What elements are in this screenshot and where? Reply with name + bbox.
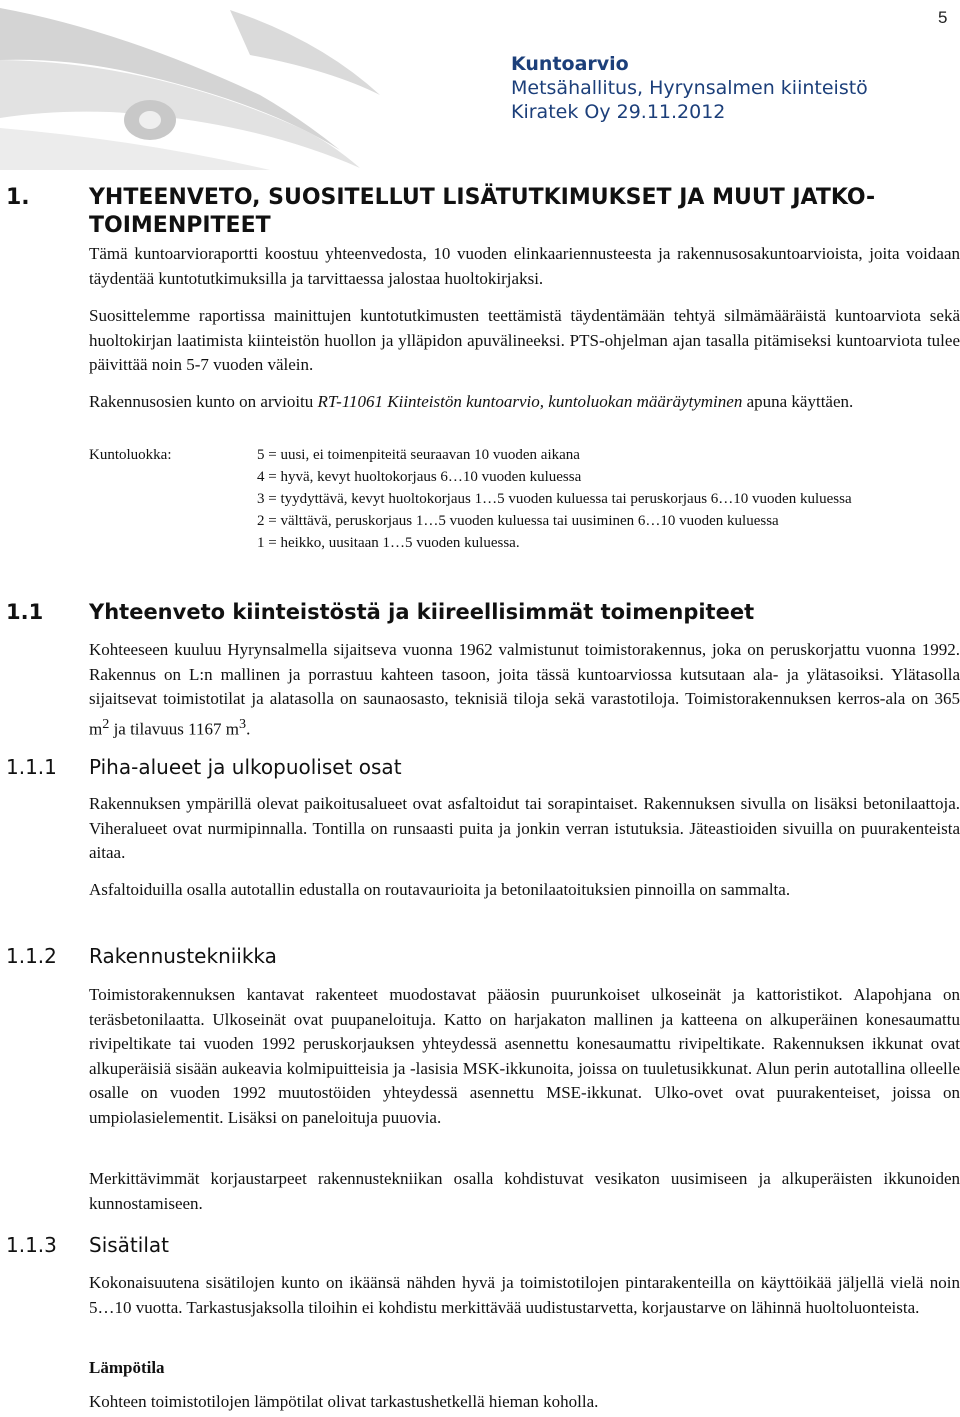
section-1-1-heading: Yhteenveto kiinteistöstä ja kiireellisimmät toimenpiteet xyxy=(89,600,755,624)
section-1-number: 1. xyxy=(6,185,30,210)
section-1-1-2-paragraph-1: Toimistorakennuksen kantavat rakenteet muodostavat pääosin puurunkoiset ulkoseinät ja kattoristikot. Alapohjana on teräsbetonilaatta. Ulkoseinät ovat puupaneloituja. Katto on harjakaton mallinen ja katteena on alkuperäinen konesaumattu rivipeltikate tai vuoden 1992 peruskorjauksen yhteydessä asennettu konesaumattu rivipeltikate. Rakennuksen ikkunat ovat alkuperäisiä sisään aukeavia kolmipuitteisia ja -lasisia MSK-ikkunoita, joissa on tuuletusikkunat. Alun perin autotallina olleelle osalle on vuoden 1992 muutostöiden yhteydessä asennettu MSE-ikkunat. Ulko-ovet ovat puurakenteiset, joissa on umpiolasielementit. Lisäksi on paneloituja puuovia. xyxy=(89,985,960,1127)
section-1-1-3-number: 1.1.3 xyxy=(6,1233,57,1257)
section-1-paragraph-1: Tämä kuntoarvioraportti koostuu yhteenvedosta, 10 vuoden elinkaariennusteesta ja rakennusosakuntoarvioista, joita voidaan täydentää kuntotutkimuksilla ja tarvittaessa jalostaa huoltokirjaksi. xyxy=(89,244,960,288)
superscript-3: 3 xyxy=(239,715,247,732)
kuntoluokka-item: 4 = hyvä, kevyt huoltokorjaus 6…10 vuoden kuluessa xyxy=(257,469,582,485)
paragraph-text: Kohteeseen kuuluu Hyrynsalmella sijaitseva vuonna 1962 valmistunut toimistorakennus, joka on peruskorjattu vuonna 1992. Rakennus on L:n mallinen ja porrastuu kahteen tasoon, joita tässä kuntoarviossa kutsutaan ala- ja ylätasoiksi. Ylätasolla sijaitsevat toimistotilat ja alatasolla on saunaosasto, teknisiä tiloja sekä varastotiloja. Toimistorakennuksen kerros-ala on 365 m xyxy=(89,640,960,739)
kuntoluokka-item: 1 = heikko, uusitaan 1…5 vuoden kuluessa. xyxy=(257,535,520,551)
kuntoluokka-list xyxy=(257,444,960,554)
lampotila-subheading: Lämpötila xyxy=(89,1358,165,1377)
section-1-1-number: 1.1 xyxy=(6,600,44,624)
section-1-heading: YHTEENVETO, SUOSITELLUT LISÄTUTKIMUKSET JA MUUT JATKO-TOIMENPITEET xyxy=(89,185,876,238)
section-1-1-3-paragraph-1: Kokonaisuutena sisätilojen kunto on ikäänsä nähden hyvä ja toimistotilojen pintarakenteilla on käyttöikää jäljellä vielä noin 5…10 vuotta. Tarkastusjaksolla tiloihin ei kohdistu merkittävää uudistustarvetta, korjaustarve on lähinnä huoltoluonteista. xyxy=(89,1273,960,1317)
section-1-1-1-heading: Piha-alueet ja ulkopuoliset osat xyxy=(89,755,402,779)
company-logo xyxy=(0,0,500,175)
kuntoluokka-item: 3 = tyydyttävä, kevyt huoltokorjaus 1…5 vuoden kuluessa tai peruskorjaus 6…10 vuoden kuluessa xyxy=(257,491,852,507)
paragraph-3-start: Rakennusosien kunto on arvioitu xyxy=(89,392,318,411)
kuntoluokka-item: 2 = välttävä, peruskorjaus 1…5 vuoden kuluessa tai uusiminen 6…10 vuoden kuluessa xyxy=(257,513,779,529)
report-client: Metsähallitus, Hyrynsalmen kiinteistö xyxy=(511,77,868,99)
section-1-1-2-paragraph-2: Merkittävimmät korjaustarpeet rakennustekniikan osalla kohdistuvat vesikaton uusimiseen ja alkuperäisten ikkunoiden kunnostamiseen. xyxy=(89,1169,960,1213)
section-1-1-3-heading: Sisätilat xyxy=(89,1233,169,1257)
section-1-1-1-number: 1.1.1 xyxy=(6,755,57,779)
section-1-1-paragraph xyxy=(89,638,960,742)
section-1-paragraph-2: Suosittelemme raportissa mainittujen kuntotutkimusten teettämistä täydentämään tehtyä silmämääräistä kuntoarviota sekä huoltokirjan laatimista kiinteistön huollon ja ylläpidon apuvälineeksi. PTS-ohjelman ajan tasalla pitämiseksi kuntoarviota tulee päivittää noin 5-7 vuoden välein. xyxy=(89,306,960,374)
page-number: 5 xyxy=(938,8,948,27)
paragraph-3-end: apuna käyttäen. xyxy=(742,392,854,411)
paragraph-text: ja tilavuus 1167 m xyxy=(109,719,240,739)
section-1-1-1-paragraph-2: Asfaltoiduilla osalla autotallin edustalla on routavaurioita ja betonilaatoituksien pinnoilla on sammalta. xyxy=(89,880,791,899)
section-1-1-1-paragraph-1: Rakennuksen ympärillä olevat paikoitusalueet ovat asfaltoidut tai sorapintaiset. Rakennuksen sivulla on lisäksi betonilaattoja. Viheralueet ovat nurmipinnalla. Tontilla on runsaasti puita ja jonkin verran istutuksia. Jäteastioiden sivuilla on puurakenteista aitaa. xyxy=(89,794,960,862)
section-1-paragraph-3 xyxy=(89,390,960,415)
rt-card-reference: RT-11061 Kiinteistön kuntoarvio, kuntoluokan määräytyminen xyxy=(317,392,743,411)
paragraph-text: . xyxy=(246,719,251,739)
section-1-1-2-heading: Rakennustekniikka xyxy=(89,944,277,968)
report-company-date: Kiratek Oy 29.11.2012 xyxy=(511,101,726,123)
superscript-2: 2 xyxy=(102,715,110,732)
kuntoluokka-item: 5 = uusi, ei toimenpiteitä seuraavan 10 vuoden aikana xyxy=(257,447,580,463)
kuntoluokka-label: Kuntoluokka: xyxy=(89,447,172,463)
report-title: Kuntoarvio xyxy=(511,53,629,75)
section-1-1-2-number: 1.1.2 xyxy=(6,944,57,968)
section-1-1-3-paragraph-2: Kohteen toimistotilojen lämpötilat olivat tarkastushetkellä hieman koholla. xyxy=(89,1392,599,1411)
